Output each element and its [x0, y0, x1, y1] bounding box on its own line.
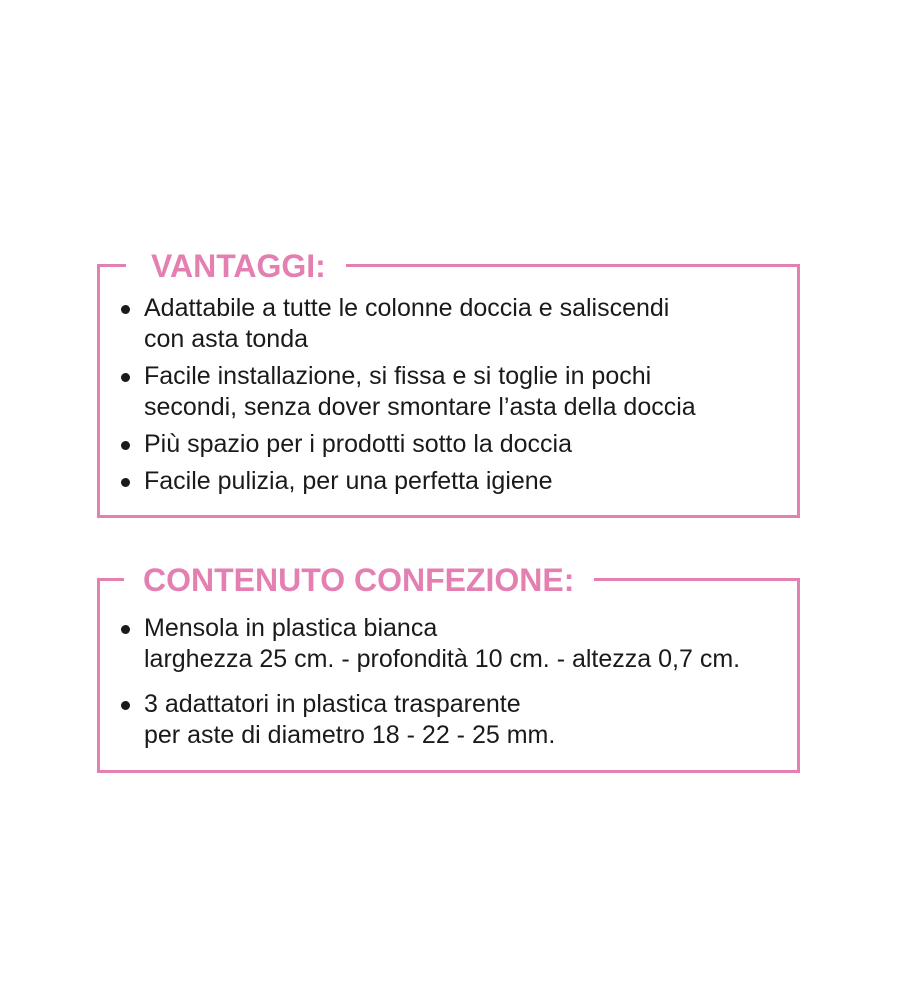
contenuto-box: [97, 562, 800, 773]
bullet-icon: [121, 373, 130, 382]
list-item: [119, 689, 789, 751]
bullet-icon: [121, 625, 130, 634]
list-item-line: per aste di diametro 18 - 22 - 25 mm.: [144, 721, 556, 749]
list-item: [119, 613, 789, 675]
list-item-line: Più spazio per i prodotti sotto la doccia: [144, 430, 573, 458]
list-item-line: larghezza 25 cm. - profondità 10 cm. - altezza 0,7 cm.: [144, 645, 741, 673]
list-item-line: Facile pulizia, per una perfetta igiene: [144, 467, 553, 495]
list-item-line: con asta tonda: [144, 325, 309, 353]
list-item: [119, 466, 789, 497]
list-item: [119, 361, 789, 423]
list-item-line: Facile installazione, si fissa e si toglie in pochi: [144, 362, 652, 390]
bullet-icon: [121, 478, 130, 487]
vantaggi-title: VANTAGGI:: [126, 242, 346, 290]
contenuto-title: CONTENUTO CONFEZIONE:: [124, 556, 594, 604]
list-item: [119, 429, 789, 460]
list-item-line: Mensola in plastica bianca: [144, 614, 438, 642]
list-item-line: Adattabile a tutte le colonne doccia e saliscendi: [144, 294, 670, 322]
bullet-icon: [121, 701, 130, 710]
bullet-icon: [121, 441, 130, 450]
contenuto-list: [119, 613, 789, 765]
vantaggi-box: [97, 248, 800, 518]
list-item-line: 3 adattatori in plastica trasparente: [144, 690, 521, 718]
vantaggi-list: [119, 293, 789, 503]
list-item-line: secondi, senza dover smontare l’asta della doccia: [144, 393, 696, 421]
list-item: [119, 293, 789, 355]
bullet-icon: [121, 305, 130, 314]
